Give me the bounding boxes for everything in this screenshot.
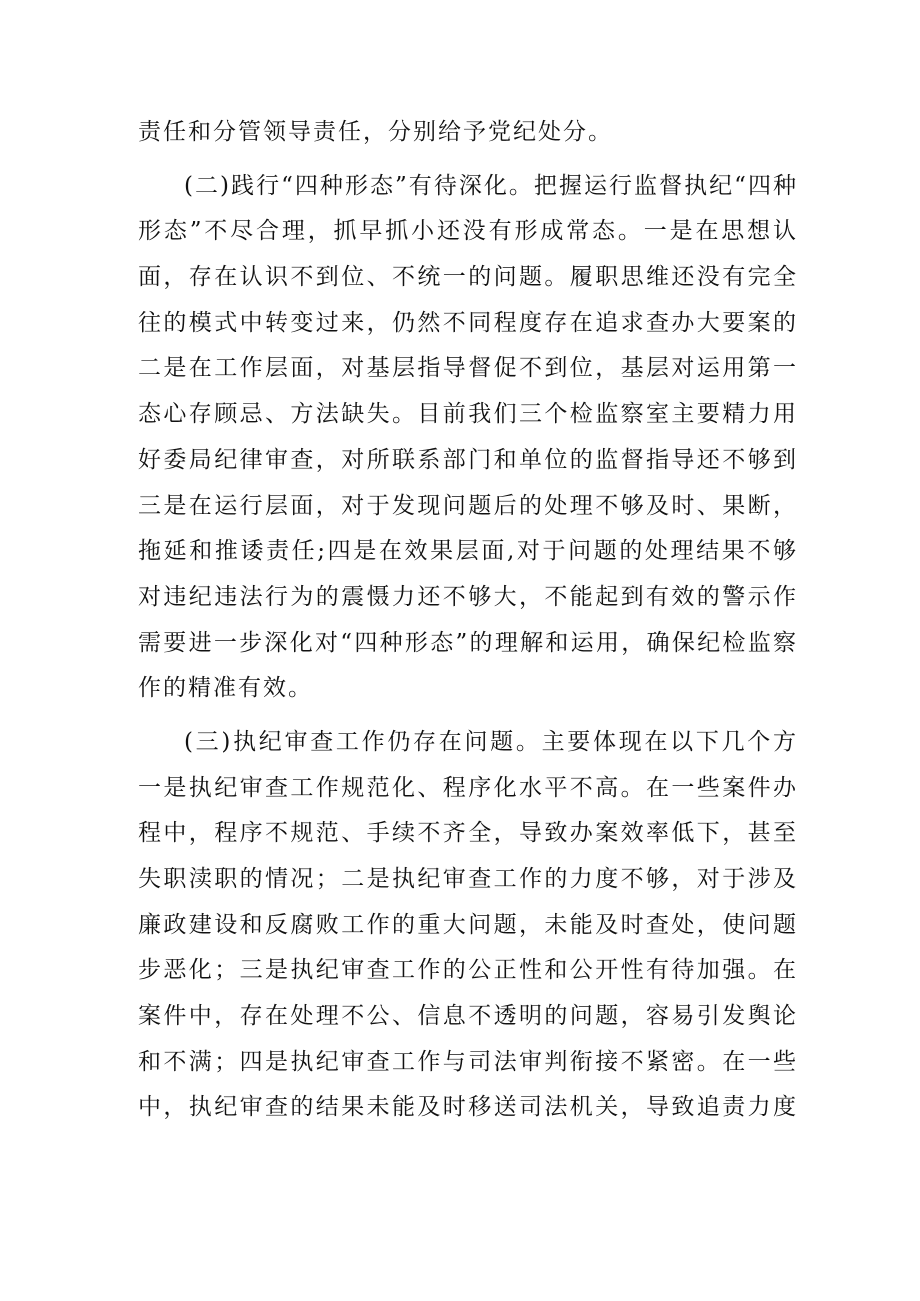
text-line: 往的模式中转变过来，仍然不同程度存在追求查办大要案的 <box>138 309 798 336</box>
text-line: 拖延和推诿责任;四是在效果层面,对于问题的处理结果不够 <box>138 538 798 565</box>
text-line: 程中，程序不规范、手续不齐全，导致办案效率低下，甚至 <box>138 820 798 847</box>
text-line: 对违纪违法行为的震慑力还不够大，不能起到有效的警示作 <box>138 583 798 610</box>
text-line: 作的精准有效。 <box>138 675 313 702</box>
text-line: 廉政建设和反腐败工作的重大问题，未能及时查处，使问题 <box>138 911 798 938</box>
text-line: 好委局纪律审查，对所联系部门和单位的监督指导还不够到 <box>138 446 798 473</box>
text-line: 失职渎职的情况；二是执纪审查工作的力度不够，对于涉及 <box>138 866 798 892</box>
text-line: 面，存在认识不到位、不统一的问题。履职思维还没有完全 <box>138 264 798 291</box>
text-line: 和不满；四是执纪审查工作与司法审判衔接不紧密。在一些 <box>138 1048 798 1075</box>
text-line: 态心存顾忌、方法缺失。目前我们三个检监察室主要精力用 <box>138 401 798 428</box>
text-line: 二是在工作层面，对基层指导督促不到位，基层对运用第一 <box>138 355 798 382</box>
text-line: 需要进一步深化对“四种形态”的理解和运用，确保纪检监察 <box>138 629 798 656</box>
text-line: 三是在运行层面，对于发现问题后的处理不够及时、果断， <box>138 492 798 519</box>
paragraph-gap <box>138 712 798 720</box>
text-line: 中，执纪审查的结果未能及时移送司法机关，导致追责力度 <box>138 1094 798 1121</box>
document-body <box>138 110 798 1131</box>
text-line: (三)执纪审查工作仍存在问题。主要体现在以下几个方 <box>184 728 798 755</box>
text-line: 步恶化；三是执纪审查工作的公正性和公开性有待加强。在 <box>138 957 798 984</box>
text-line: (二)践行“四种形态”有待深化。把握运行监督执纪“四种 <box>184 172 798 199</box>
text-line: 一是执纪审查工作规范化、程序化水平不高。在一些案件办 <box>138 774 798 801</box>
text-line: 责任和分管领导责任，分别给予党纪处分。 <box>138 119 613 145</box>
text-line: 形态”不尽合理，抓早抓小还没有形成常态。一是在思想认 <box>138 218 798 245</box>
paragraph-gap <box>138 156 798 164</box>
text-line: 案件中，存在处理不公、信息不透明的问题，容易引发舆论 <box>138 1003 798 1030</box>
